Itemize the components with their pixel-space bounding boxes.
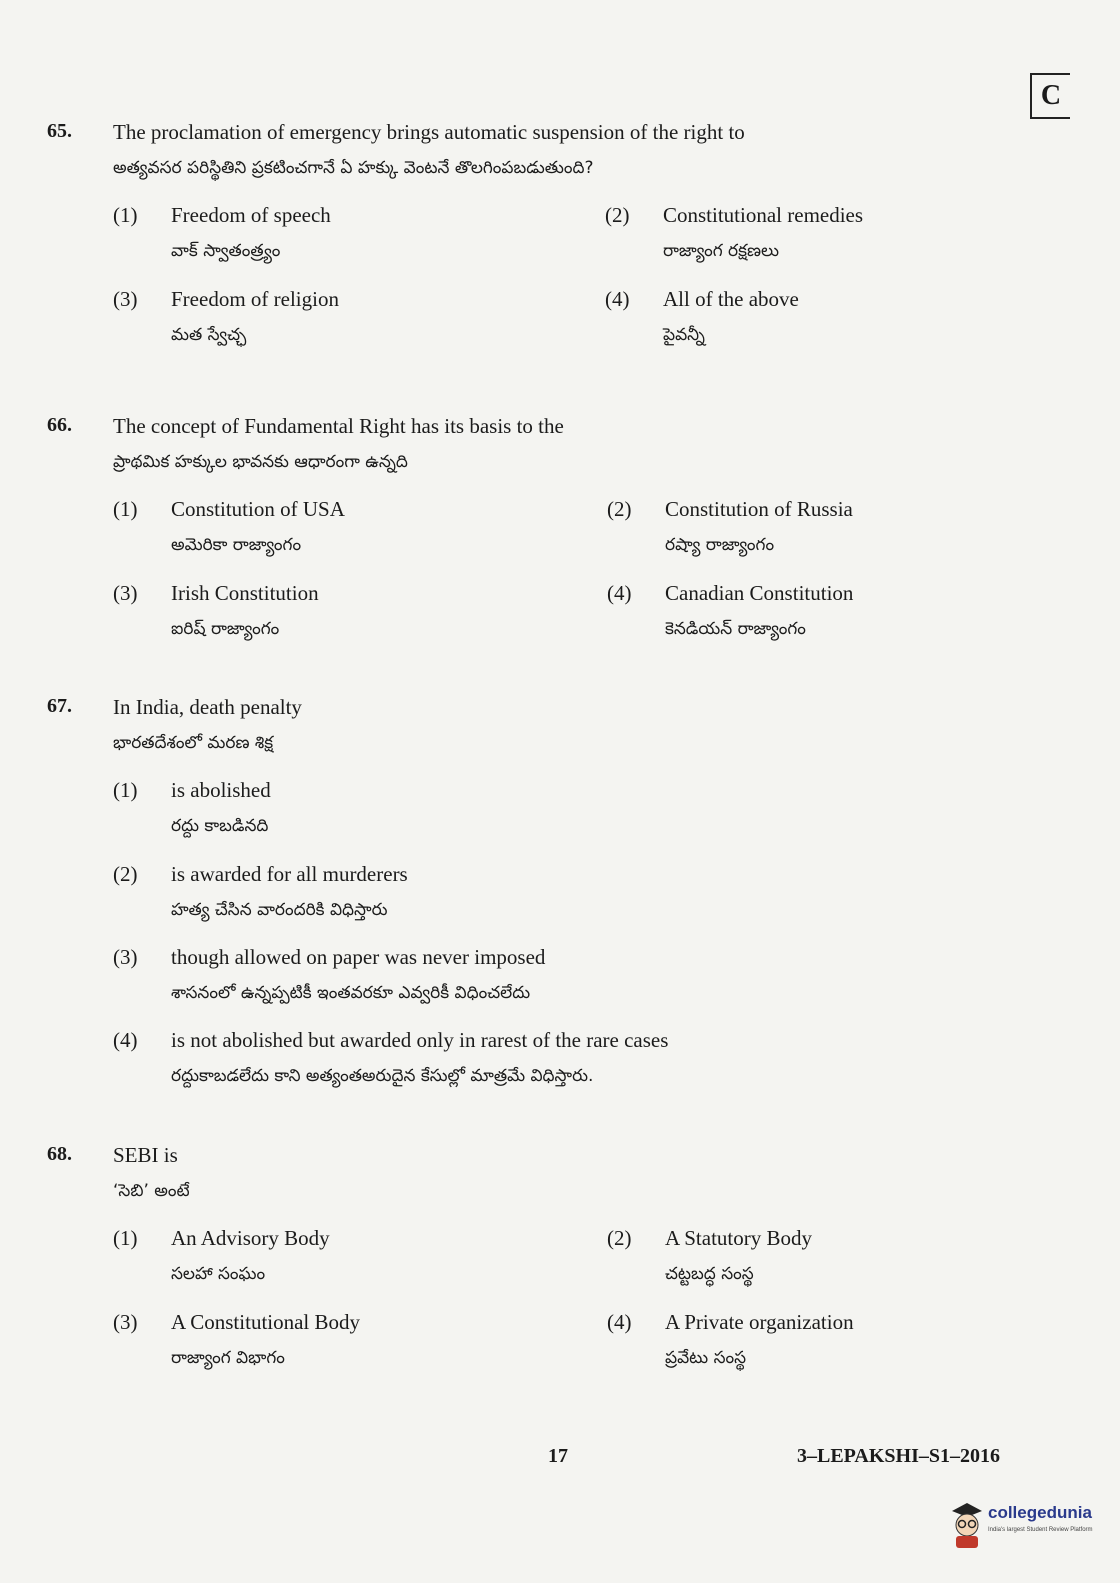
option-text: All of the above: [663, 287, 799, 311]
option-text-telugu: రద్దు కాబడినది: [171, 816, 269, 836]
question-number: 66.: [47, 414, 72, 436]
option-text-telugu: పైవన్నీ: [663, 325, 705, 345]
question-text-telugu: భారతదేశంలో మరణ శిక్ష: [113, 733, 274, 753]
option-text: A Statutory Body: [665, 1226, 813, 1250]
option-text: Constitution of USA: [171, 497, 345, 521]
option-text-telugu: రాజ్యాంగ విభాగం: [171, 1348, 285, 1368]
option-number: (2): [605, 203, 630, 227]
option-text-telugu: రష్యా రాజ్యాంగం: [665, 535, 775, 555]
option-text: A Constitutional Body: [171, 1310, 361, 1334]
option-text: is awarded for all murderers: [171, 862, 408, 886]
option-number: (2): [113, 862, 138, 886]
option-text: is not abolished but awarded only in rarest of the rare cases: [171, 1028, 669, 1052]
option-text-telugu: హత్య చేసిన వారందరికి విధిస్తారు: [171, 900, 388, 920]
option-number: (3): [113, 945, 138, 969]
option-text: Constitution of Russia: [665, 497, 853, 521]
question-number: 65.: [47, 120, 72, 142]
question-text-telugu: అత్యవసర పరిస్థితిని ప్రకటించగానే ఏ హక్కు వెంటనే తొలగింపబడుతుంది?: [113, 158, 594, 178]
option-number: (1): [113, 203, 138, 227]
question-number: 67.: [47, 695, 72, 717]
option-text-telugu: రద్దుకాబడలేదు కాని అత్యంతఅరుదైన కేసుల్లో మాత్రమే విధిస్తారు.: [171, 1066, 594, 1086]
brand-name: collegedunia: [988, 1503, 1092, 1522]
option-text: A Private organization: [665, 1310, 854, 1334]
question-text: SEBI is: [113, 1143, 178, 1167]
option-number: (4): [607, 1310, 632, 1334]
question-text: The concept of Fundamental Right has its basis to the: [113, 414, 564, 438]
option-text: Freedom of religion: [171, 287, 339, 311]
brand-tagline: India's largest Student Review Platform: [988, 1527, 1093, 1533]
page-number: 17: [548, 1445, 568, 1467]
option-text-telugu: అమెరికా రాజ్యాంగం: [171, 535, 302, 555]
question-text-telugu: ‘సెబి’ అంటే: [113, 1181, 190, 1201]
option-text-telugu: వాక్ స్వాతంత్ర్యం: [171, 241, 281, 261]
option-text: An Advisory Body: [171, 1226, 330, 1250]
option-text-telugu: సలహా సంఘం: [171, 1264, 266, 1284]
option-text: Canadian Constitution: [665, 581, 854, 605]
option-text: though allowed on paper was never imposed: [171, 945, 546, 969]
option-text: is abolished: [171, 778, 271, 802]
option-number: (4): [113, 1028, 138, 1052]
question-text-telugu: ప్రాథమిక హక్కుల భావనకు ఆధారంగా ఉన్నది: [113, 452, 408, 472]
option-text-telugu: మత స్వేచ్ఛ: [171, 325, 247, 345]
student-mascot-icon: [948, 1499, 986, 1549]
option-number: (4): [605, 287, 630, 311]
option-number: (3): [113, 1310, 138, 1334]
option-number: (4): [607, 581, 632, 605]
question-text: The proclamation of emergency brings automatic suspension of the right to: [113, 120, 745, 144]
option-text-telugu: చట్టబద్ధ సంస్థ: [665, 1264, 754, 1284]
option-number: (1): [113, 497, 138, 521]
option-text: Constitutional remedies: [663, 203, 864, 227]
set-letter-box: C: [1030, 73, 1070, 119]
option-number: (3): [113, 581, 138, 605]
option-text: Freedom of speech: [171, 203, 331, 227]
option-number: (2): [607, 1226, 632, 1250]
paper-code: 3–LEPAKSHI–S1–2016: [797, 1445, 1000, 1467]
option-text: Irish Constitution: [171, 581, 319, 605]
option-text-telugu: ప్రవేటు సంస్థ: [665, 1348, 747, 1368]
collegedunia-watermark: [948, 1495, 1108, 1555]
option-number: (1): [113, 778, 138, 802]
option-number: (3): [113, 287, 138, 311]
option-text-telugu: ఐరిష్ రాజ్యాంగం: [171, 619, 280, 639]
option-text-telugu: కెనడియన్ రాజ్యాంగం: [665, 619, 806, 639]
option-text-telugu: రాజ్యాంగ రక్షణలు: [663, 241, 779, 261]
question-text: In India, death penalty: [113, 695, 302, 719]
option-number: (1): [113, 1226, 138, 1250]
option-text-telugu: శాసనంలో ఉన్నప్పటికీ ఇంతవరకూ ఎవ్వరికీ విధించలేదు: [171, 983, 531, 1003]
option-number: (2): [607, 497, 632, 521]
question-number: 68.: [47, 1143, 72, 1165]
